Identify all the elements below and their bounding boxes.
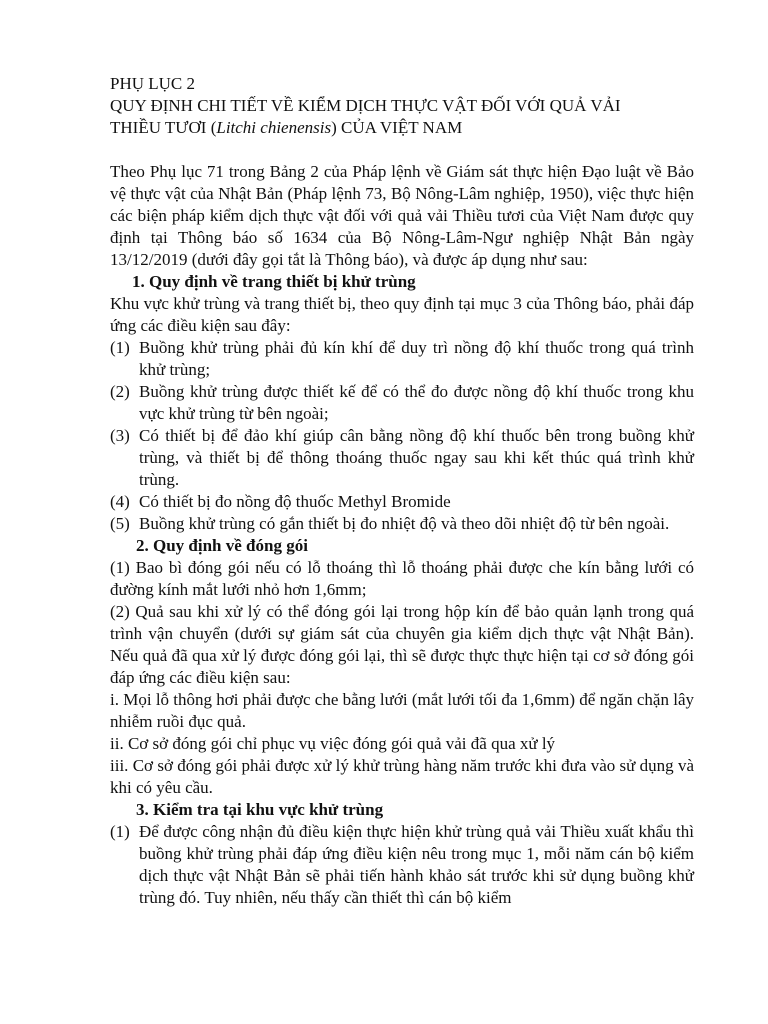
item-text: Có thiết bị để đảo khí giúp cân bằng nồng độ khí thuốc bên trong buồng khử trùng, và thiết bị để thông thoáng thuốc ngay sau khi kết thúc quá trình khử trùng. [139, 426, 694, 489]
section-1-item [110, 425, 694, 491]
section-2-paragraph: ii. Cơ sở đóng gói chỉ phục vụ việc đóng gói quả vải đã qua xử lý [110, 734, 556, 753]
item-number: (3) [110, 426, 130, 445]
title-line-2-suffix: ) CỦA VIỆT NAM [331, 118, 463, 137]
item-text: Để được công nhận đủ điều kiện thực hiện khử trùng quả vải Thiều xuất khẩu thì buồng khử trùng phải đáp ứng điều kiện nêu trong mục 1, mỗi năm cán bộ kiểm dịch thực vật Nhật Bản sẽ phải tiến hành khảo sát trước khi sử dụng buồng khử trùng đó. Tuy nhiên, nếu thấy cần thiết thì cán bộ kiểm [139, 822, 694, 907]
section-1-item [110, 513, 694, 535]
item-number: (1) [110, 338, 130, 357]
section-2-paragraph: (2) Quả sau khi xử lý có thể đóng gói lại trong hộp kín để bảo quản lạnh trong quá trình vận chuyển (dưới sự giám sát của chuyên gia kiểm dịch thực vật Nhật Bản). Nếu quả đã qua xử lý được đóng gói lại, thì sẽ được thực thực hiện tại cơ sở đóng gói đáp ứng các điều kiện sau: [110, 602, 694, 687]
section-1-lead: Khu vực khử trùng và trang thiết bị, theo quy định tại mục 3 của Thông báo, phải đáp ứng các điều kiện sau đây: [110, 294, 694, 335]
section-1-item [110, 337, 694, 381]
section-2-paragraph: i. Mọi lỗ thông hơi phải được che bằng lưới (mắt lưới tối đa 1,6mm) để ngăn chặn lây nhiễm ruồi đục quả. [110, 690, 694, 731]
section-2-paragraph: iii. Cơ sở đóng gói phải được xử lý khử trùng hàng năm trước khi đưa vào sử dụng và khi có yêu cầu. [110, 756, 694, 797]
item-text: Buồng khử trùng được thiết kế để có thể đo được nồng độ khí thuốc trong khu vực khử trùng từ bên ngoài; [139, 382, 694, 423]
title-line-2-prefix: THIỀU TƯƠI ( [110, 118, 217, 137]
item-text: Có thiết bị đo nồng độ thuốc Methyl Bromide [139, 492, 451, 511]
document-body [110, 73, 694, 909]
section-1-title: 1. Quy định về trang thiết bị khử trùng [132, 272, 416, 291]
title-scientific-name: Litchi chienensis [216, 118, 332, 137]
intro-paragraph: Theo Phụ lục 71 trong Bảng 2 của Pháp lệnh về Giám sát thực hiện Đạo luật về Bảo vệ thực vật của Nhật Bản (Pháp lệnh 73, Bộ Nông-Lâm nghiệp, 1950), việc thực hiện các biện pháp kiểm dịch thực vật đối với quả vải Thiều tươi của Việt Nam được quy định tại Thông báo số 1634 của Bộ Nông-Lâm-Ngư nghiệp Nhật Bản ngày 13/12/2019 (dưới đây gọi tắt là Thông báo), và được áp dụng như sau: [110, 162, 694, 269]
item-number: (1) [110, 822, 130, 841]
section-2-title: 2. Quy định về đóng gói [136, 536, 308, 555]
section-3-title: 3. Kiểm tra tại khu vực khử trùng [136, 800, 384, 819]
section-2-paragraph: (1) Bao bì đóng gói nếu có lỗ thoáng thì lỗ thoáng phải được che kín bằng lưới có đường kính mắt lưới nhỏ hơn 1,6mm; [110, 558, 694, 599]
item-number: (2) [110, 382, 130, 401]
title-line-1: QUY ĐỊNH CHI TIẾT VỀ KIỂM DỊCH THỰC VẬT ĐỐI VỚI QUẢ VẢI [110, 96, 621, 115]
item-number: (5) [110, 514, 130, 533]
item-text: Buồng khử trùng có gắn thiết bị đo nhiệt độ và theo dõi nhiệt độ từ bên ngoài. [139, 514, 670, 533]
section-1-item [110, 381, 694, 425]
item-text: Buồng khử trùng phải đủ kín khí để duy trì nồng độ khí thuốc trong quá trình khử trùng; [139, 338, 694, 379]
section-1-item [110, 491, 694, 513]
document-title [110, 95, 694, 139]
section-3-item [110, 821, 694, 909]
document-heading [110, 73, 694, 139]
item-number: (4) [110, 492, 130, 511]
appendix-label: PHỤ LỤC 2 [110, 74, 196, 93]
